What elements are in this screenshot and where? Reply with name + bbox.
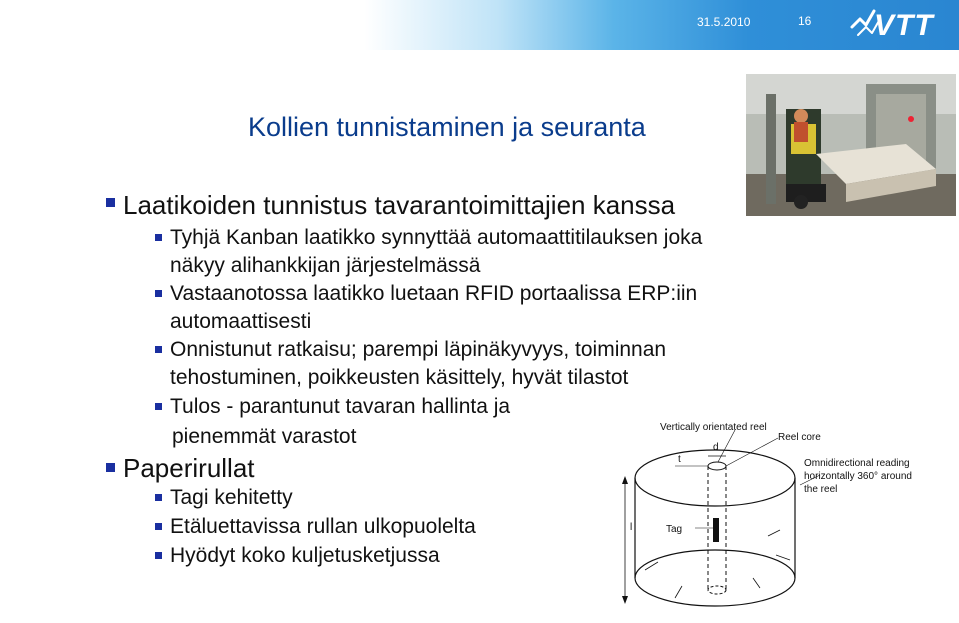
- sub-bullet-text: Hyödyt koko kuljetusketjussa: [170, 544, 440, 567]
- bullet-l1-text: Laatikoiden tunnistus tavarantoimittajien kanssa: [123, 190, 676, 220]
- label-t: t: [678, 454, 681, 465]
- label-reel-core: Reel core: [778, 432, 821, 443]
- sub-bullet-marker: [155, 403, 162, 410]
- sub-bullet-text: Etäluettavissa rullan ulkopuolelta: [170, 515, 476, 538]
- sub-bullet-marker: [155, 346, 162, 353]
- label-d: d: [713, 442, 719, 453]
- sub-bullet-text: Tulos - parantunut tavaran hallinta ja: [170, 395, 511, 418]
- sub-bullet-text: Onnistunut ratkaisu; parempi läpinäkyvyys, toiminnan: [170, 338, 667, 361]
- slide-title: Kollien tunnistaminen ja seuranta: [248, 112, 646, 142]
- bullet-l1-text: Paperirullat: [123, 453, 255, 483]
- bullet-marker: [106, 198, 115, 207]
- label-omni-3: the reel: [804, 484, 838, 495]
- label-tag: Tag: [666, 524, 683, 535]
- sub-bullet-text: Vastaanotossa laatikko luetaan RFID portaalissa ERP:iin: [170, 282, 698, 305]
- sub-bullet-marker: [155, 494, 162, 501]
- label-l: l: [630, 522, 633, 533]
- sub-bullet-marker: [155, 234, 162, 241]
- sub-bullet-text: Tagi kehitetty: [170, 486, 293, 509]
- slide-date: 31.5.2010: [697, 15, 751, 29]
- sub-bullet-text-cont: tehostuminen, poikkeusten käsittely, hyvät tilastot: [170, 366, 629, 389]
- sub-bullet-text-cont: automaattisesti: [170, 310, 312, 333]
- logo-text: VTT: [874, 9, 934, 42]
- label-vertical: Vertically orientated reel: [660, 422, 767, 433]
- bullet-marker: [106, 463, 115, 472]
- label-omni-2: horizontally 360° around: [804, 471, 912, 482]
- page-number: 16: [798, 14, 812, 28]
- header-bar: [0, 0, 959, 50]
- label-omni-1: Omnidirectional reading: [804, 458, 910, 469]
- sub-bullet-text: Tyhjä Kanban laatikko synnyttää automaattitilauksen joka: [170, 226, 703, 249]
- sub-bullet-marker: [155, 523, 162, 530]
- sub-bullet-text-cont: näkyy alihankkijan järjestelmässä: [170, 254, 481, 277]
- forklift-photo: [746, 74, 956, 216]
- sub-bullet-marker: [155, 552, 162, 559]
- sub-bullet-marker: [155, 290, 162, 297]
- sub-bullet-text-cont: pienemmät varastot: [172, 425, 357, 448]
- reel-diagram: [600, 410, 940, 622]
